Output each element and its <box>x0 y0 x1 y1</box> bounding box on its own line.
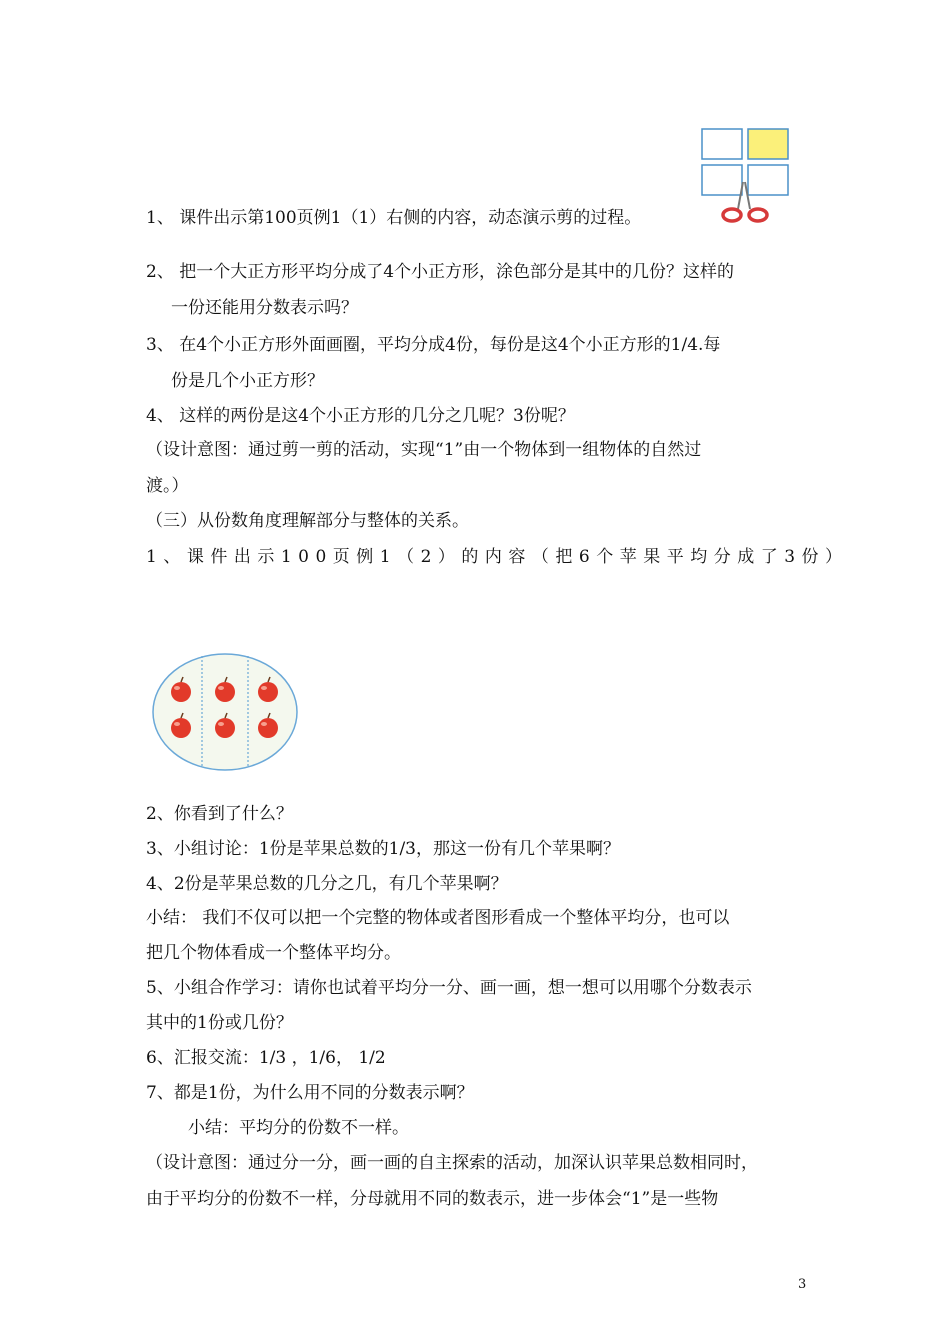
page-number: 3 <box>798 1277 807 1292</box>
step-3-line: 3、 在4个小正方形外面画圈，平均分成4份，每份是这4个小正方形的1/4.每 <box>146 335 721 355</box>
step-3-line-cont: 份是几个小正方形？ <box>171 371 324 391</box>
design-intent-2: （设计意图：通过分一分，画一画的自主探索的活动，加深认识苹果总数相同时， <box>146 1153 758 1173</box>
design-intent-2-cont: 由于平均分的份数不一样，分母就用不同的数表示，进一步体会“1”是一些物 <box>146 1189 719 1209</box>
part3-step-4-line: 4、2份是苹果总数的几分之几，有几个苹果啊？ <box>146 874 508 894</box>
part3-step-7-line: 7、都是1份，为什么用不同的分数表示啊？ <box>146 1083 474 1103</box>
summary-1-cont: 把几个物体看成一个整体平均分。 <box>146 943 401 963</box>
step-2-line-cont: 一份还能用分数表示吗？ <box>171 298 358 318</box>
square-bottom-left <box>702 165 742 195</box>
section-heading-3: （三）从份数角度理解部分与整体的关系。 <box>146 511 469 531</box>
part3-step-6-line: 6、汇报交流：1/3 ，1/6， 1/2 <box>146 1048 386 1068</box>
part3-step-1-line: 1、课件出示100页例1（2）的内容（把6个苹果平均分成了3份） <box>146 547 849 567</box>
step-4-line: 4、 这样的两份是这4个小正方形的几分之几呢？3份呢？ <box>146 406 575 426</box>
square-top-left <box>702 129 742 159</box>
part3-step-3-line: 3、小组讨论：1份是苹果总数的1/3，那这一份有几个苹果啊？ <box>146 839 620 859</box>
part3-step-2-line: 2、你看到了什么？ <box>146 804 293 824</box>
design-intent-1: （设计意图：通过剪一剪的活动，实现“1”由一个物体到一组物体的自然过 <box>146 440 702 460</box>
summary-2: 小结：平均分的份数不一样。 <box>188 1118 409 1138</box>
step-2-line: 2、 把一个大正方形平均分成了4个小正方形，涂色部分是其中的几份？这样的 <box>146 262 735 282</box>
square-bottom-right <box>748 165 788 195</box>
design-intent-1-cont: 渡。） <box>146 476 189 496</box>
part3-step-5-line: 5、小组合作学习：请你也试着平均分一分、画一画，想一想可以用哪个分数表示 <box>146 978 752 998</box>
apples-ellipse <box>153 654 297 770</box>
step-1-line: 1、 课件出示第100页例1（1）右侧的内容，动态演示剪的过程。 <box>146 208 642 228</box>
apples-figure <box>150 650 300 775</box>
part3-step-5-line-cont: 其中的1份或几份？ <box>146 1013 293 1033</box>
square-top-right-shaded <box>748 129 788 159</box>
four-squares-figure <box>700 127 800 227</box>
summary-1: 小结： 我们不仅可以把一个完整的物体或者图形看成一个整体平均分，也可以 <box>146 908 730 928</box>
